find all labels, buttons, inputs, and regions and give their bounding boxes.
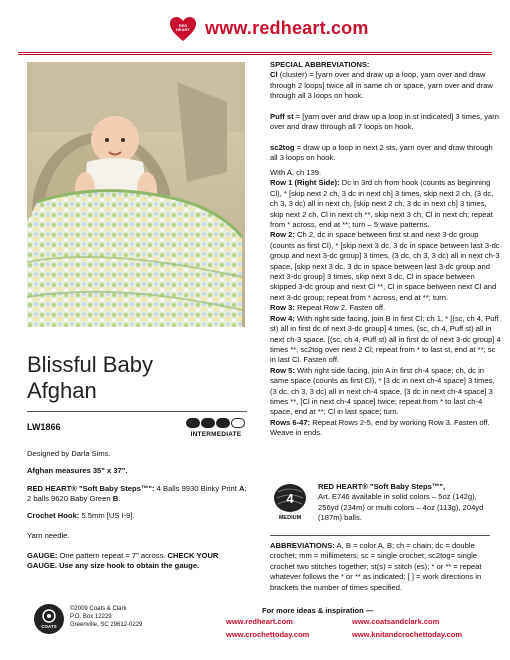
baby-afghan-photo xyxy=(27,62,245,327)
yarn-divider xyxy=(270,535,490,536)
special-abbreviations-heading: SPECIAL ABBREVIATIONS: xyxy=(270,60,370,69)
abbrev-sc2tog: sc2tog = draw up a loop in next 2 sts, yarn over and draw through all 3 loops on hook. xyxy=(270,143,493,163)
instructions xyxy=(270,168,502,439)
pattern-title: Blissful Baby Afghan xyxy=(27,352,153,403)
abbrev-puff: Puff st = [yarn over and draw up a loop in st indicated] 3 times, yarn over and draw through all 7 loops on hook. xyxy=(270,112,499,132)
copyright-address: ©2009 Coats & Clark P.O. Box 12229 Greenville, SC 29612-0229 xyxy=(70,606,143,628)
abbrev-cl: Cl (cluster) = [yarn over and draw up a loop, yarn over and draw through 2 loops] twice all in same ch or space, yarn over and draw through all 3 loops on hook. xyxy=(270,70,493,101)
photo-illustration xyxy=(27,62,245,327)
logo-text: RED HEART xyxy=(176,23,190,32)
instruction-rows-6-47: Rows 6-47: Repeat Rows 2-5, end by working Row 3. Fasten off. Weave in ends. xyxy=(270,417,490,438)
instruction-row-5: Row 5: With right side facing, join A in first ch-4 space; ch, dc in same space (counts as first Cl), * [3 dc in next ch-4 space] 3 times, (3 dc, ch 3, 3 dc) all in next ch-4 space, [3 dc in next ch-4 space] 3 times **, [Cl in next ch-4 space] twice; repeat from * to last ch-4 space, end at **; Cl in last space; turn. xyxy=(270,365,495,417)
skill-level-label: INTERMEDIATE xyxy=(190,431,242,438)
footer-link-knitandcrochettoday[interactable]: www.knitandcrochettoday.com xyxy=(352,630,463,639)
skill-level-indicator xyxy=(186,418,246,428)
page-header xyxy=(0,0,510,58)
yarn-details: Art. E746 available in solid colors – 5oz (142g), 256yd (234m) or multi colors – 4oz (113g), 204yd (187m) balls. xyxy=(318,492,484,523)
header-divider-secondary xyxy=(18,54,492,55)
hook-size: Crochet Hook: 5.5mm [US I-9]. xyxy=(27,511,135,520)
title-divider xyxy=(27,411,247,412)
red-heart-logo[interactable] xyxy=(168,14,198,44)
abbreviations: ABBREVIATIONS: A, B = color A, B; ch = chain; dc = double crochet; mm = millimeters; sc = single crochet; sc2tog= single crochet two stitches together; st(s) = stitch (es); * or ** = repeat whatever follows the * or ** as indicated; [ ] = work directions in brackets the number of times specified. xyxy=(270,541,482,592)
afghan-measures: Afghan measures 35" x 37". xyxy=(27,466,128,475)
instruction-row-3: Row 3: Repeat Row 2. Fasten off. xyxy=(270,303,386,313)
footer-link-redheart[interactable]: www.redheart.com xyxy=(226,617,293,626)
notions: Yarn needle. xyxy=(27,531,70,540)
yarn-weight-label: MEDIUM xyxy=(278,515,302,521)
footer-link-crochettoday[interactable]: www.crochettoday.com xyxy=(226,630,310,639)
skill-bar-empty xyxy=(231,418,245,428)
instruction-row-1: Row 1 (Right Side): Dc in 3rd ch from hook (counts as beginning Cl), * [skip next 2 ch, 3 dc in next ch] 3 times, skip next 2 ch, (3 dc, ch 3, 3 dc) all in next ch, [skip next 2 ch, 3 dc in next ch] 3 times, skip next 2 ch, Cl in next ch **, skip next 3 ch, Cl in next ch; repeat from * across, end at **; turn – 5 wave patterns. xyxy=(270,178,494,230)
skill-bar xyxy=(201,418,215,428)
instruction-row-4: Row 4: With right side facing, join B in first Cl; ch 1, * [(sc, ch 4, Puff st) all in first dc of next 3-dc group] 4 times, (sc, ch 4, Puff st) all in next ch-3 space, [(sc, ch 4, Puff st) all in first dc of next 3-dc group] 4 times **, sc2tog over next 2 Cl; repeat from * to last st, end at **; sc in last Cl. Fasten off. xyxy=(270,313,501,365)
pattern-code: LW1866 xyxy=(27,422,61,432)
footer-link-coatsandclark[interactable]: www.coatsandclark.com xyxy=(352,617,440,626)
yarn-weight-icon xyxy=(272,482,308,514)
yarn-info xyxy=(318,482,496,524)
instruction-row-2: Row 2: Ch 2, dc in space between first st and next 3-dc group (counts as first Cl), * [skip next 3 dc, 3 dc in space between last 3-dc group and next 3-dc group] 3 times, (3 dc, ch 3, 3 dc) all in next ch-3 space, [skip next 3 dc, 3 dc in space between last 3-dc group and next 3-dc group] 3 times, skip next 3 dc, Cl in space between skipped 3-dc group and next Cl **, Cl in space between next Cl and next 3-dc group; repeat from * across, end at **; turn. xyxy=(270,230,500,302)
skill-bar xyxy=(216,418,230,428)
skill-bar xyxy=(186,418,200,428)
special-abbreviations xyxy=(270,60,502,102)
more-ideas-heading: For more ideas & inspiration — xyxy=(262,606,374,615)
yarn-weight-number: 4 xyxy=(286,491,294,506)
coats-logo-text: COATS xyxy=(41,624,57,629)
header-url-link[interactable]: www.redheart.com xyxy=(205,18,369,38)
coats-emblem-icon xyxy=(34,604,64,634)
gauge-info: GAUGE: One pattern repeat = 7" across. CHECK YOUR GAUGE. Use any size hook to obtain the gauge. xyxy=(27,551,219,571)
yarn-name: RED HEART® "Soft Baby Steps™", xyxy=(318,482,446,491)
designer-credit: Designed by Darla Sims. xyxy=(27,449,111,458)
coats-logo xyxy=(34,604,64,634)
header-divider xyxy=(18,52,492,53)
yarn-requirements: RED HEART® "Soft Baby Steps™": 4 Balls 9930 Binky Print A; 2 balls 9620 Baby Green B. xyxy=(27,484,247,504)
instruction-intro: With A, ch 139. xyxy=(270,168,322,177)
